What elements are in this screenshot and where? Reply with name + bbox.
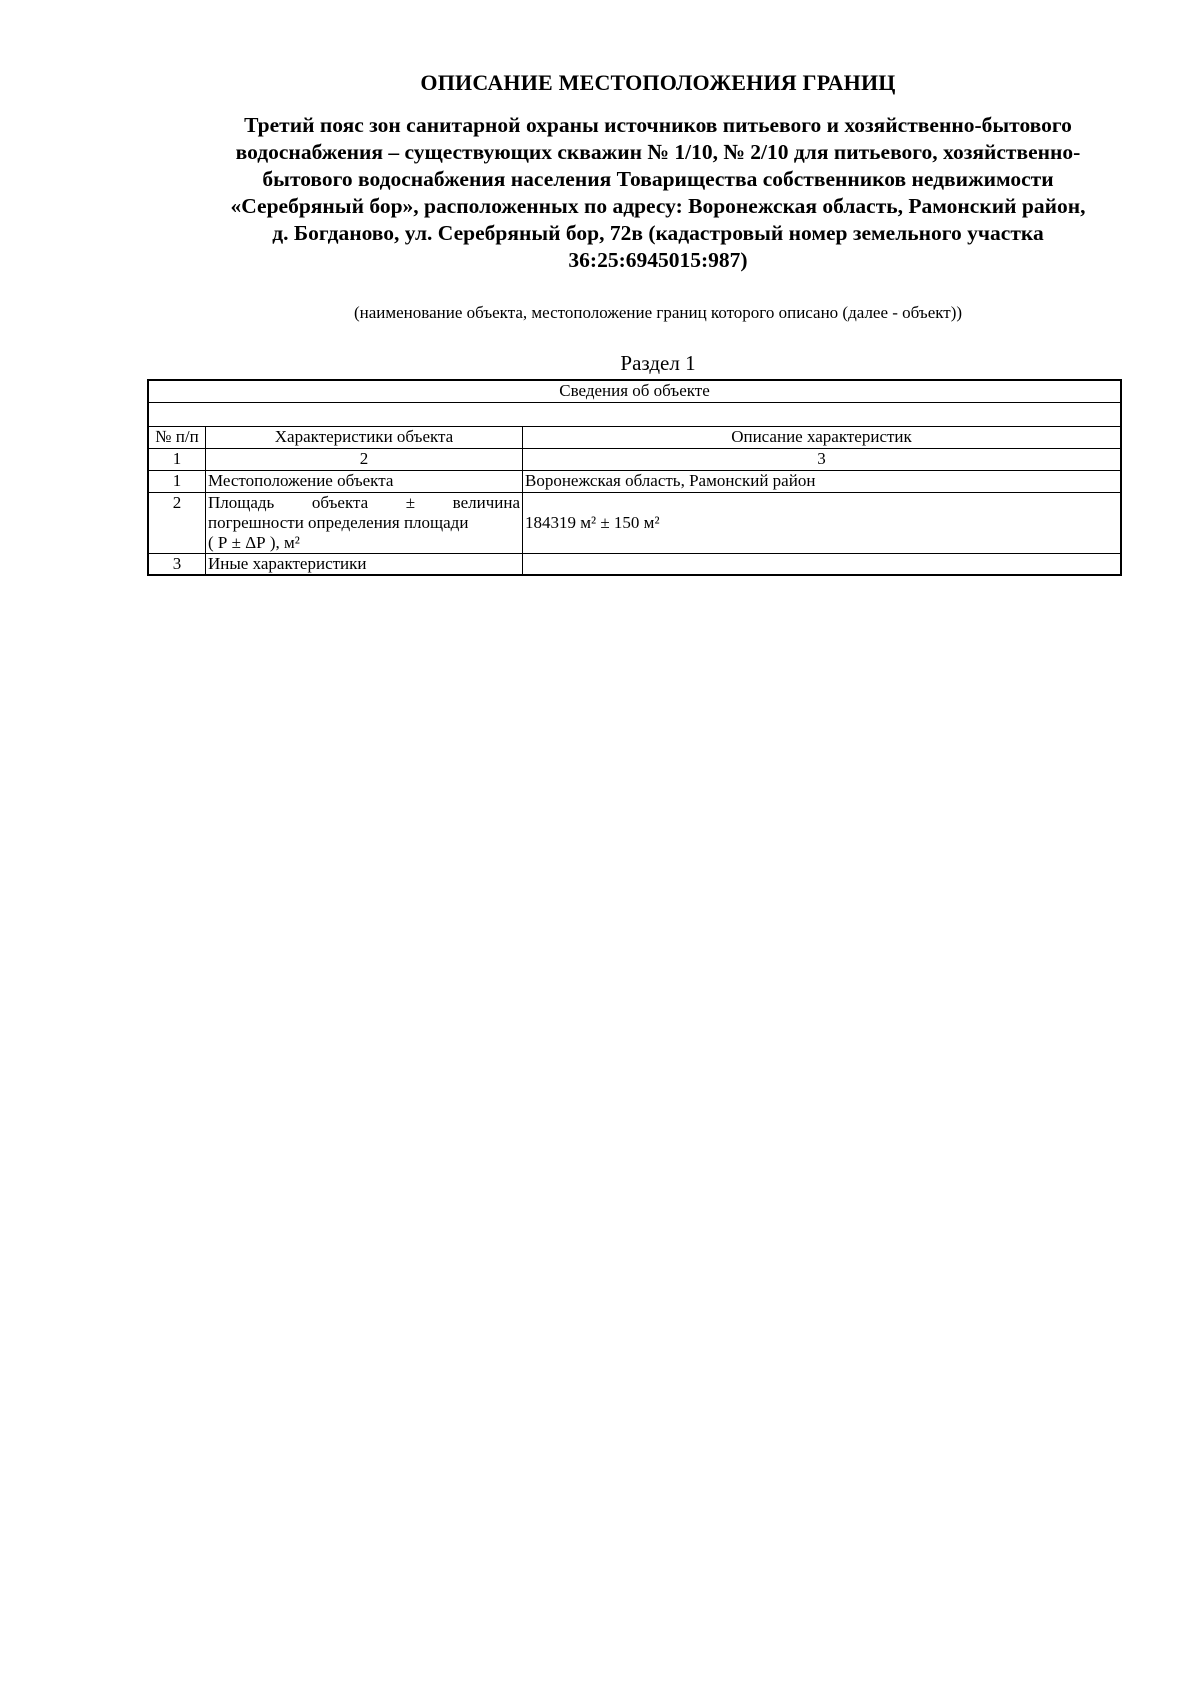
table-column-numbers-row — [148, 448, 1121, 470]
subtitle-line: бытового водоснабжения населения Товарищества собственников недвижимости — [262, 167, 1054, 191]
subtitle-line: 36:25:6945015:987) — [568, 248, 748, 272]
row-characteristic-line: Площадь объекта ± величина — [208, 492, 520, 512]
table-header-row — [148, 426, 1121, 448]
document-subtitle — [148, 112, 1168, 274]
subtitle-line: водоснабжения – существующих скважин № 1/10, № 2/10 для питьевого, хозяйственно- — [235, 140, 1081, 164]
section-label: Раздел 1 — [620, 351, 696, 375]
subtitle-line: Третий пояс зон санитарной охраны источников питьевого и хозяйственно-бытового — [244, 113, 1072, 137]
row-number: 1 — [148, 470, 206, 492]
header-characteristic: Характеристики объекта — [206, 426, 523, 448]
table-caption-row — [148, 380, 1121, 402]
object-name-note: (наименование объекта, местоположение границ которого описано (далее - объект)) — [353, 303, 963, 322]
row-characteristic-line: ( Р ± ΔР ), м² — [208, 532, 300, 552]
row-characteristic-line: погрешности определения площади — [208, 512, 469, 532]
row-description: Воронежская область, Рамонский район — [523, 470, 1122, 492]
column-number: 2 — [206, 448, 523, 470]
object-info-table — [147, 379, 1122, 576]
subtitle-line: д. Богданово, ул. Серебряный бор, 72в (кадастровый номер земельного участка — [272, 221, 1044, 245]
column-number: 3 — [523, 448, 1122, 470]
table-empty-row — [148, 402, 1121, 426]
subtitle-line: «Серебряный бор», расположенных по адресу: Воронежская область, Рамонский район, — [230, 194, 1086, 218]
row-description — [523, 553, 1122, 575]
header-description: Описание характеристик — [523, 426, 1122, 448]
row-characteristic — [206, 492, 523, 553]
document-title: ОПИСАНИЕ МЕСТОПОЛОЖЕНИЯ ГРАНИЦ — [420, 70, 896, 95]
table-empty-cell — [148, 402, 1121, 426]
column-number: 1 — [148, 448, 206, 470]
row-number: 2 — [148, 492, 206, 553]
row-number: 3 — [148, 553, 206, 575]
row-characteristic: Иные характеристики — [206, 553, 523, 575]
table-row — [148, 553, 1121, 575]
row-description: 184319 м² ± 150 м² — [523, 492, 1122, 553]
table-row — [148, 492, 1121, 553]
table-row — [148, 470, 1121, 492]
header-number: № п/п — [148, 426, 206, 448]
table-caption: Сведения об объекте — [148, 380, 1121, 402]
row-characteristic: Местоположение объекта — [206, 470, 523, 492]
